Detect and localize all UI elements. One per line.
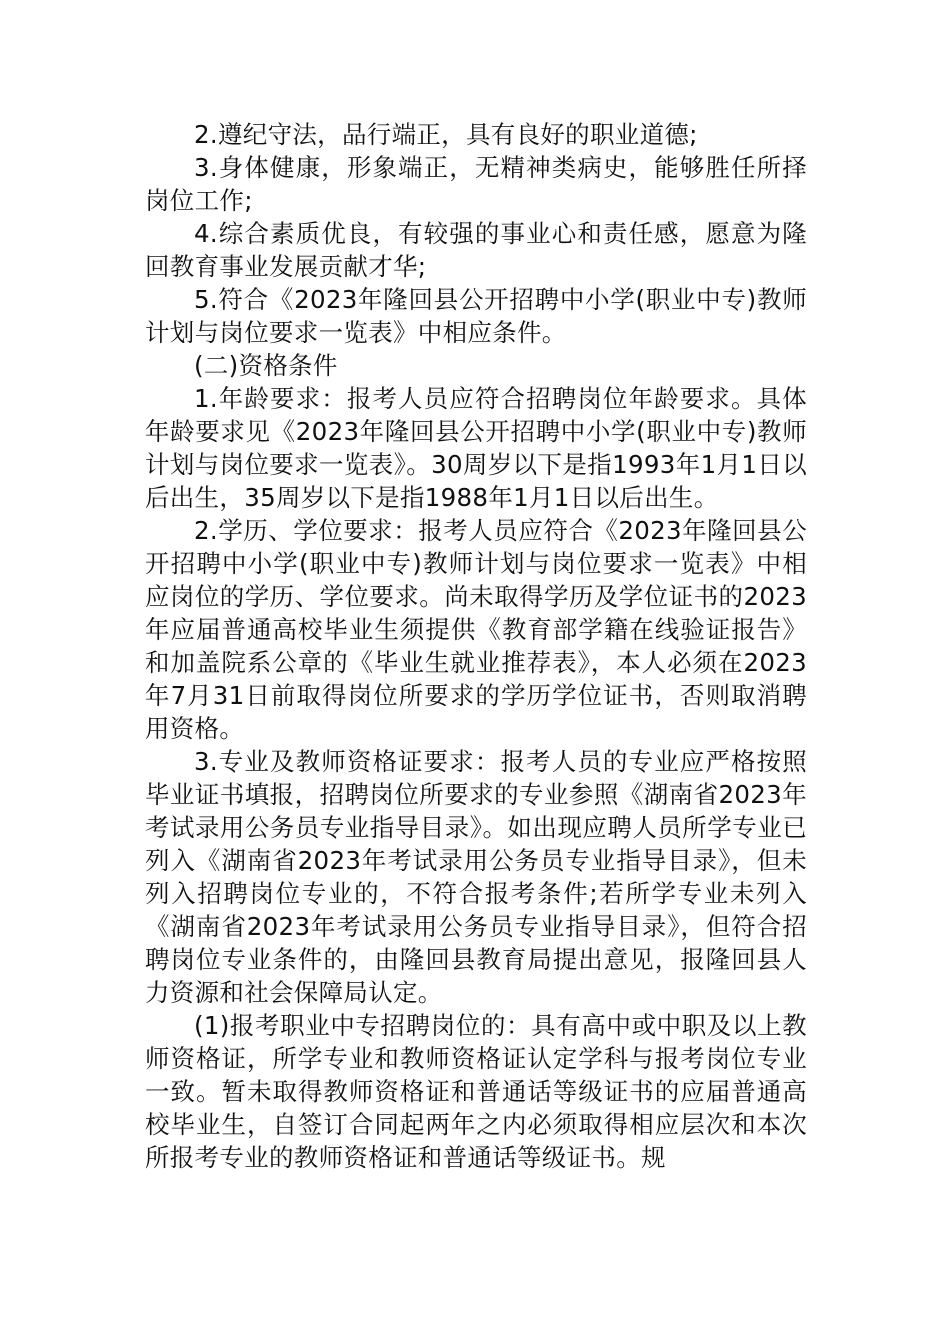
paragraph-conduct: 2.遵纪守法，品行端正，具有良好的职业道德;: [194, 120, 698, 149]
paragraph-quality: 4.综合素质优良，有较强的事业心和责任感，愿意为隆回教育事业发展贡献才华;: [145, 219, 807, 281]
document-page: [145, 118, 807, 1174]
paragraph-education: 2.学历、学位要求：报考人员应符合《2023年隆回县公开招聘中小学(职业中专)教师计划与岗位要求一览表》中相应岗位的学历、学位要求。尚未取得学历及学位证书的2023年应届普通高校毕业生须提供《教育部学籍在线验证报告》和加盖院系公章的《毕业生就业推荐表》，本人必须在2023年7月31日前取得岗位所要求的学历学位证书，否则取消聘用资格。: [145, 516, 807, 743]
paragraph-conditions: 5.符合《2023年隆回县公开招聘中小学(职业中专)教师计划与岗位要求一览表》中相应条件。: [145, 285, 807, 347]
paragraph-age: 1.年龄要求：报考人员应符合招聘岗位年龄要求。具体年龄要求见《2023年隆回县公开招聘中小学(职业中专)教师计划与岗位要求一览表》。30周岁以下是指1993年1月1日以后出生，35周岁以下是指1988年1月1日以后出生。: [145, 384, 807, 512]
paragraph-major-certificate: 3.专业及教师资格证要求：报考人员的专业应严格按照毕业证书填报，招聘岗位所要求的专业参照《湖南省2023年考试录用公务员专业指导目录》。如出现应聘人员所学专业已列入《湖南省2023年考试录用公务员专业指导目录》，但未列入招聘岗位专业的，不符合报考条件;若所学专业未列入《湖南省2023年考试录用公务员专业指导目录》，但符合招聘岗位专业条件的，由隆回县教育局提出意见，报隆回县人力资源和社会保障局认定。: [145, 747, 807, 1007]
paragraph-vocational-posts: (1)报考职业中专招聘岗位的：具有高中或中职及以上教师资格证，所学专业和教师资格证认定学科与报考岗位专业一致。暂未取得教师资格证和普通话等级证书的应届普通高校毕业生，自签订合同起两年之内必须取得相应层次和本次所报考专业的教师资格证和普通话等级证书。规: [145, 1011, 807, 1172]
paragraph-health: 3.身体健康，形象端正，无精神类病史，能够胜任所择岗位工作;: [145, 153, 807, 215]
section-heading-qualifications: (二)资格条件: [194, 351, 338, 380]
